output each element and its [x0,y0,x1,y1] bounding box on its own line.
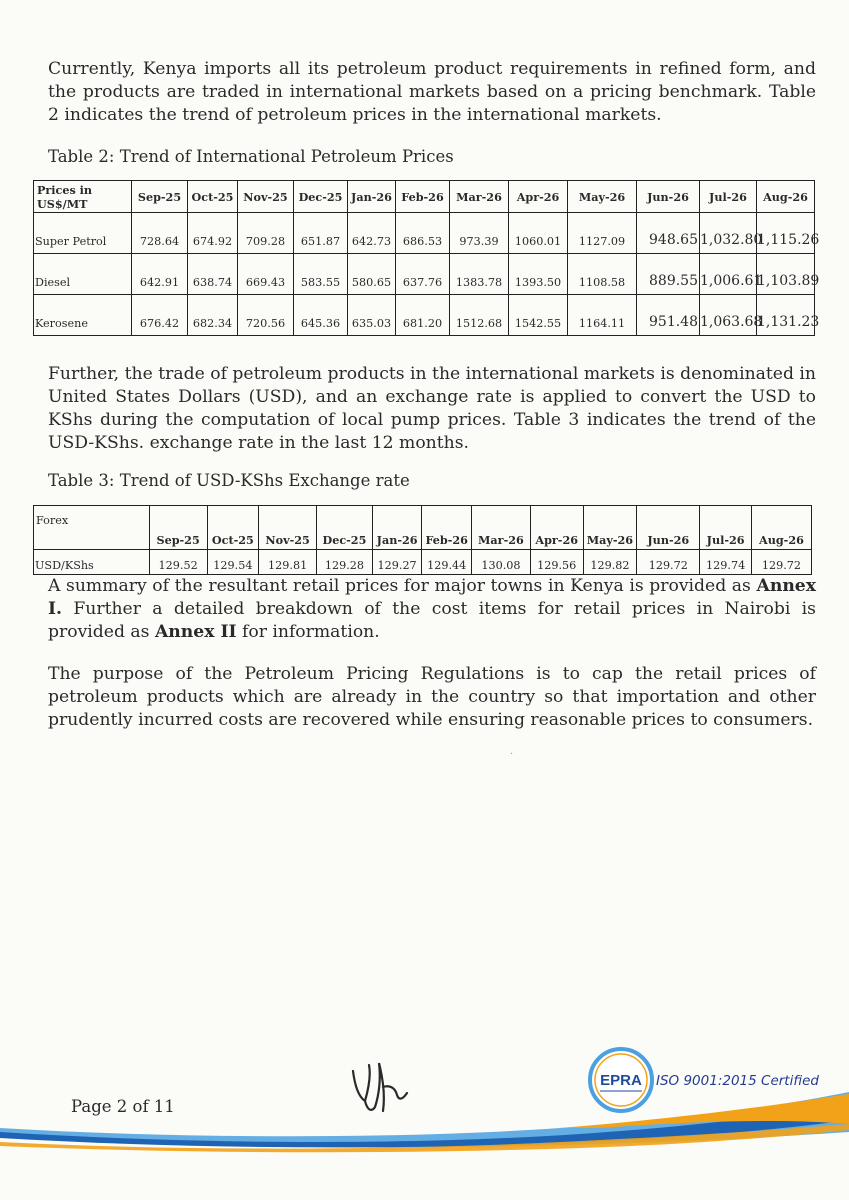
intro-paragraph: Currently, Kenya imports all its petroleum product requirements in refined form, and the products are traded in international markets based on a pricing benchmark. Table 2 indicates the trend of petroleum prices in the international markets. [48,59,816,125]
table-cell: 642.73 [348,213,396,254]
annex-1-reference: Annex I. [48,576,816,619]
table-cell: 129.27 [372,550,422,575]
table-cell: 1127.09 [568,213,637,254]
table3-month-header: Apr-26 [530,506,583,550]
table2-caption: Table 2: Trend of International Petroleum Prices [48,147,454,166]
row-label: Kerosene [34,295,132,336]
table-cell: 1,063.68 [700,295,757,336]
table-cell: 1542.55 [509,295,568,336]
table-cell: 130.08 [471,550,530,575]
table-row [34,550,812,575]
table-cell: 948.65 [637,213,700,254]
table-cell: 889.55 [637,254,700,295]
table-cell: 651.87 [294,213,348,254]
table-cell: 129.82 [583,550,637,575]
table-cell: 1,006.61 [700,254,757,295]
table2-month-header: Apr-26 [509,181,568,213]
table-cell: 709.28 [238,213,294,254]
annex-2-reference: Annex II [154,622,237,642]
table3-header-label: Forex [34,506,150,550]
table2-month-header: Jun-26 [637,181,700,213]
table-cell: 720.56 [238,295,294,336]
table3-header-row [34,506,812,550]
table-cell: 129.81 [259,550,317,575]
iso-certification-text: ISO 9001:2015 Certified [656,1073,819,1089]
table2-month-header: Sep-25 [132,181,188,213]
table-cell: 129.72 [637,550,700,575]
table-cell: 686.53 [396,213,450,254]
table-cell: 682.34 [188,295,238,336]
table-cell: 129.54 [207,550,259,575]
table-cell: 728.64 [132,213,188,254]
international-prices-table [33,180,820,336]
table-cell: 951.48 [637,295,700,336]
table-row [34,254,815,295]
row-label: Diesel [34,254,132,295]
table3-month-header: Sep-25 [149,506,207,550]
table-cell: 973.39 [450,213,509,254]
table-cell: 129.72 [751,550,811,575]
table-cell: 635.03 [348,295,396,336]
table-cell: 129.74 [700,550,752,575]
table-cell: 1108.58 [568,254,637,295]
table2-month-header: Nov-25 [238,181,294,213]
table2-month-header: Mar-26 [450,181,509,213]
table-cell: 669.43 [238,254,294,295]
summary-text: for information. [236,622,380,642]
table-cell: 1383.78 [450,254,509,295]
table3-month-header: Feb-26 [422,506,472,550]
table-cell: 1512.68 [450,295,509,336]
table-cell: 1164.11 [568,295,637,336]
scan-mark: · [510,749,514,760]
table-row [34,213,815,254]
table-cell: 1393.50 [509,254,568,295]
table-cell: 1,103.89 [757,254,815,295]
table-cell: 129.52 [149,550,207,575]
table-cell: 638.74 [188,254,238,295]
table2-month-header: Oct-25 [188,181,238,213]
purpose-paragraph: The purpose of the Petroleum Pricing Regulations is to cap the retail prices of petroleum products which are already in the country so that importation and other prudently incurred costs are recovered while ensuring reasonable prices to consumers. [48,664,816,730]
summary-text: A summary of the resultant retail prices for major towns in Kenya is provided as [48,576,757,596]
table-cell: 1,131.23 [757,295,815,336]
table2-header-label: Prices in US$/MT [34,181,132,213]
table3-month-header: Mar-26 [471,506,530,550]
table2-month-header: Dec-25 [294,181,348,213]
table-cell: 580.65 [348,254,396,295]
table-cell: 645.36 [294,295,348,336]
table2-header-row [34,181,815,213]
table-cell: 583.55 [294,254,348,295]
table-cell: 676.42 [132,295,188,336]
table3-month-header: Jan-26 [372,506,422,550]
table3-month-header: Oct-25 [207,506,259,550]
table-cell: 674.92 [188,213,238,254]
table2-month-header: May-26 [568,181,637,213]
table3-month-header: Jun-26 [637,506,700,550]
signature-image [345,1057,415,1117]
table3-month-header: Nov-25 [259,506,317,550]
table2-month-header: Jan-26 [348,181,396,213]
row-label: Super Petrol [34,213,132,254]
table3-month-header: Dec-25 [317,506,373,550]
table-cell: 129.56 [530,550,583,575]
table3-month-header: Aug-26 [751,506,811,550]
summary-text: Further a detailed breakdown of the cost items for retail prices in Nairobi is provided as [48,599,816,642]
table-cell: 1,115.26 [757,213,815,254]
table-cell: 637.76 [396,254,450,295]
table2-month-header: Jul-26 [700,181,757,213]
table3-caption: Table 3: Trend of USD-KShs Exchange rate [48,471,410,490]
table-row [34,295,815,336]
exchange-rate-table [33,505,812,575]
table-cell: 1,032.80 [700,213,757,254]
summary-paragraph [48,575,816,644]
table2-month-header: Feb-26 [396,181,450,213]
row-label: USD/KShs [34,550,150,575]
logo-text: EPRA [600,1072,642,1089]
table2-month-header: Aug-26 [757,181,815,213]
forex-paragraph: Further, the trade of petroleum products in the international markets is denominated in United States Dollars (USD), and an exchange rate is applied to convert the USD to KShs during the computation of local pump prices. Table 3 indicates the trend of the USD-KShs. exchange rate in the last 12 months. [48,364,816,453]
table-cell: 129.28 [317,550,373,575]
table3-month-header: May-26 [583,506,637,550]
table-cell: 129.44 [422,550,472,575]
table-cell: 642.91 [132,254,188,295]
table3-month-header: Jul-26 [700,506,752,550]
epra-logo [586,1045,656,1115]
table-cell: 1060.01 [509,213,568,254]
page-number: Page 2 of 11 [71,1097,175,1116]
table-cell: 681.20 [396,295,450,336]
